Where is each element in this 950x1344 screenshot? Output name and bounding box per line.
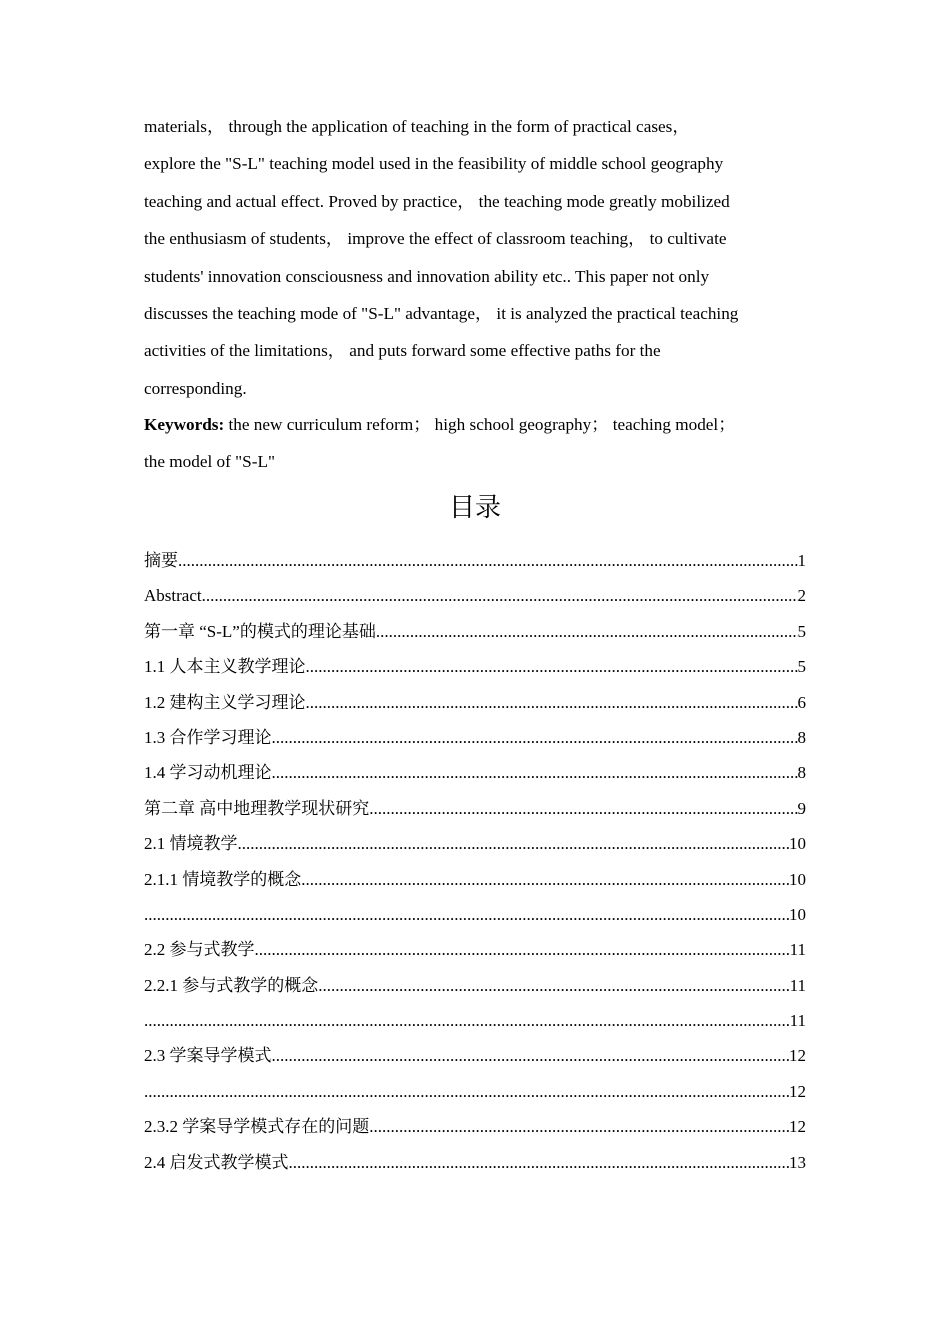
toc-entry-page: 13: [789, 1152, 806, 1172]
toc-leader-dots: [272, 755, 798, 790]
toc-leader-dots: [306, 685, 798, 720]
toc-leader-dots: [272, 1038, 790, 1073]
toc-entry[interactable]: [144, 968, 806, 1003]
toc-entry-page: 11: [789, 1011, 806, 1031]
abstract-line: materials， through the application of teaching in the form of practical cases，: [144, 117, 690, 136]
toc-entry-label: 1.1 人本主义教学理论: [144, 657, 306, 677]
toc-entry-label: 第二章 高中地理教学现状研究: [144, 798, 370, 818]
toc-entry-label: 2.2 参与式教学: [144, 940, 255, 960]
toc-entry[interactable]: [144, 649, 806, 684]
toc-entry[interactable]: [144, 720, 806, 755]
toc-entry[interactable]: [144, 1074, 806, 1109]
toc-leader-dots: [144, 1074, 789, 1109]
toc-entry[interactable]: [144, 826, 806, 861]
toc-entry-label: 1.4 学习动机理论: [144, 763, 272, 783]
keywords-line: [144, 406, 808, 443]
toc-entry[interactable]: [144, 543, 806, 578]
toc-leader-dots: [238, 826, 790, 861]
toc-entry-page: 8: [797, 727, 806, 747]
toc-leader-dots: [202, 578, 798, 613]
toc-entry-label: 1.3 合作学习理论: [144, 727, 272, 747]
toc-entry[interactable]: [144, 685, 806, 720]
toc-entry-page: 11: [789, 975, 806, 995]
toc-entry-label: 第一章 “S-L”的模式的理论基础: [144, 621, 376, 641]
toc-entry[interactable]: [144, 1109, 806, 1144]
toc-entry[interactable]: [144, 932, 806, 967]
toc-leader-dots: [369, 791, 797, 826]
toc-entry-label: 2.1 情境教学: [144, 834, 238, 854]
toc-entry-label: 2.3 学案导学模式: [144, 1046, 272, 1066]
toc-entry-label: 1.2 建构主义学习理论: [144, 692, 306, 712]
abstract-line: teaching and actual effect. Proved by practice， the teaching mode greatly mobilized: [144, 191, 730, 211]
toc-title: 目录: [448, 493, 501, 523]
toc-entry-page: 1: [797, 551, 806, 570]
toc-leader-dots: [306, 649, 798, 684]
toc-entry[interactable]: [144, 1038, 806, 1073]
toc-entry-page: 10: [789, 904, 806, 924]
toc-entry-page: 9: [797, 798, 806, 818]
toc-entry-page: 6: [797, 692, 806, 712]
toc-entry[interactable]: [144, 755, 806, 790]
toc-entry-page: 2: [797, 586, 806, 606]
toc-leader-dots: [301, 862, 789, 897]
keywords-line: the model of "S-L": [144, 452, 275, 472]
keywords-text: the new curriculum reform； high school geography； teaching model；: [224, 415, 736, 434]
toc-leader-dots: [369, 1109, 789, 1144]
toc-leader-dots: [255, 932, 790, 967]
toc-entry[interactable]: [144, 1003, 806, 1038]
toc-entry-label: 2.4 启发式教学模式: [144, 1152, 289, 1172]
toc-entry-label: Abstract: [144, 586, 202, 606]
abstract-line: the enthusiasm of students， improve the effect of classroom teaching， to cultivate: [144, 229, 727, 249]
abstract-line: students' innovation consciousness and innovation ability etc.. This paper not only: [144, 266, 710, 286]
abstract-line: discusses the teaching mode of "S-L" advantage， it is analyzed the practical teaching: [144, 304, 739, 324]
toc-entry-page: 5: [797, 621, 806, 641]
toc-entry[interactable]: [144, 862, 806, 897]
toc-entry-label: 2.3.2 学案导学模式存在的问题: [144, 1117, 370, 1137]
toc-entry-label: 2.1.1 情境教学的概念: [144, 869, 302, 889]
toc-entry[interactable]: [144, 897, 806, 932]
abstract-line: activities of the limitations， and puts forward some effective paths for the: [144, 341, 661, 361]
toc-entry-page: 10: [789, 869, 806, 889]
abstract-text: [144, 108, 808, 407]
toc-entry-label: 摘要: [144, 551, 178, 570]
toc-entry-page: 12: [789, 1046, 806, 1066]
toc-leader-dots: [272, 720, 798, 755]
keywords: [144, 406, 808, 481]
toc-leader-dots: [376, 614, 798, 649]
toc-entry-page: 11: [789, 940, 806, 960]
table-of-contents: [144, 543, 806, 1180]
toc-entry-page: 12: [789, 1081, 806, 1101]
toc-entry[interactable]: [144, 791, 806, 826]
toc-leader-dots: [144, 897, 789, 932]
toc-entry[interactable]: [144, 578, 806, 613]
toc-entry-page: 5: [797, 657, 806, 677]
toc-entry-page: 10: [789, 834, 806, 854]
toc-entry[interactable]: [144, 614, 806, 649]
toc-leader-dots: [144, 1003, 790, 1038]
toc-entry[interactable]: [144, 1145, 806, 1180]
toc-leader-dots: [178, 543, 798, 578]
toc-entry-label: 2.2.1 参与式教学的概念: [144, 975, 319, 995]
toc-leader-dots: [318, 968, 789, 1003]
toc-entry-page: 8: [797, 763, 806, 783]
toc-entry-page: 12: [789, 1117, 806, 1137]
abstract-line: explore the "S-L" teaching model used in the feasibility of middle school geography: [144, 154, 724, 174]
toc-leader-dots: [289, 1145, 790, 1180]
keywords-label: Keywords:: [144, 415, 225, 434]
abstract-line: corresponding.: [144, 378, 247, 398]
